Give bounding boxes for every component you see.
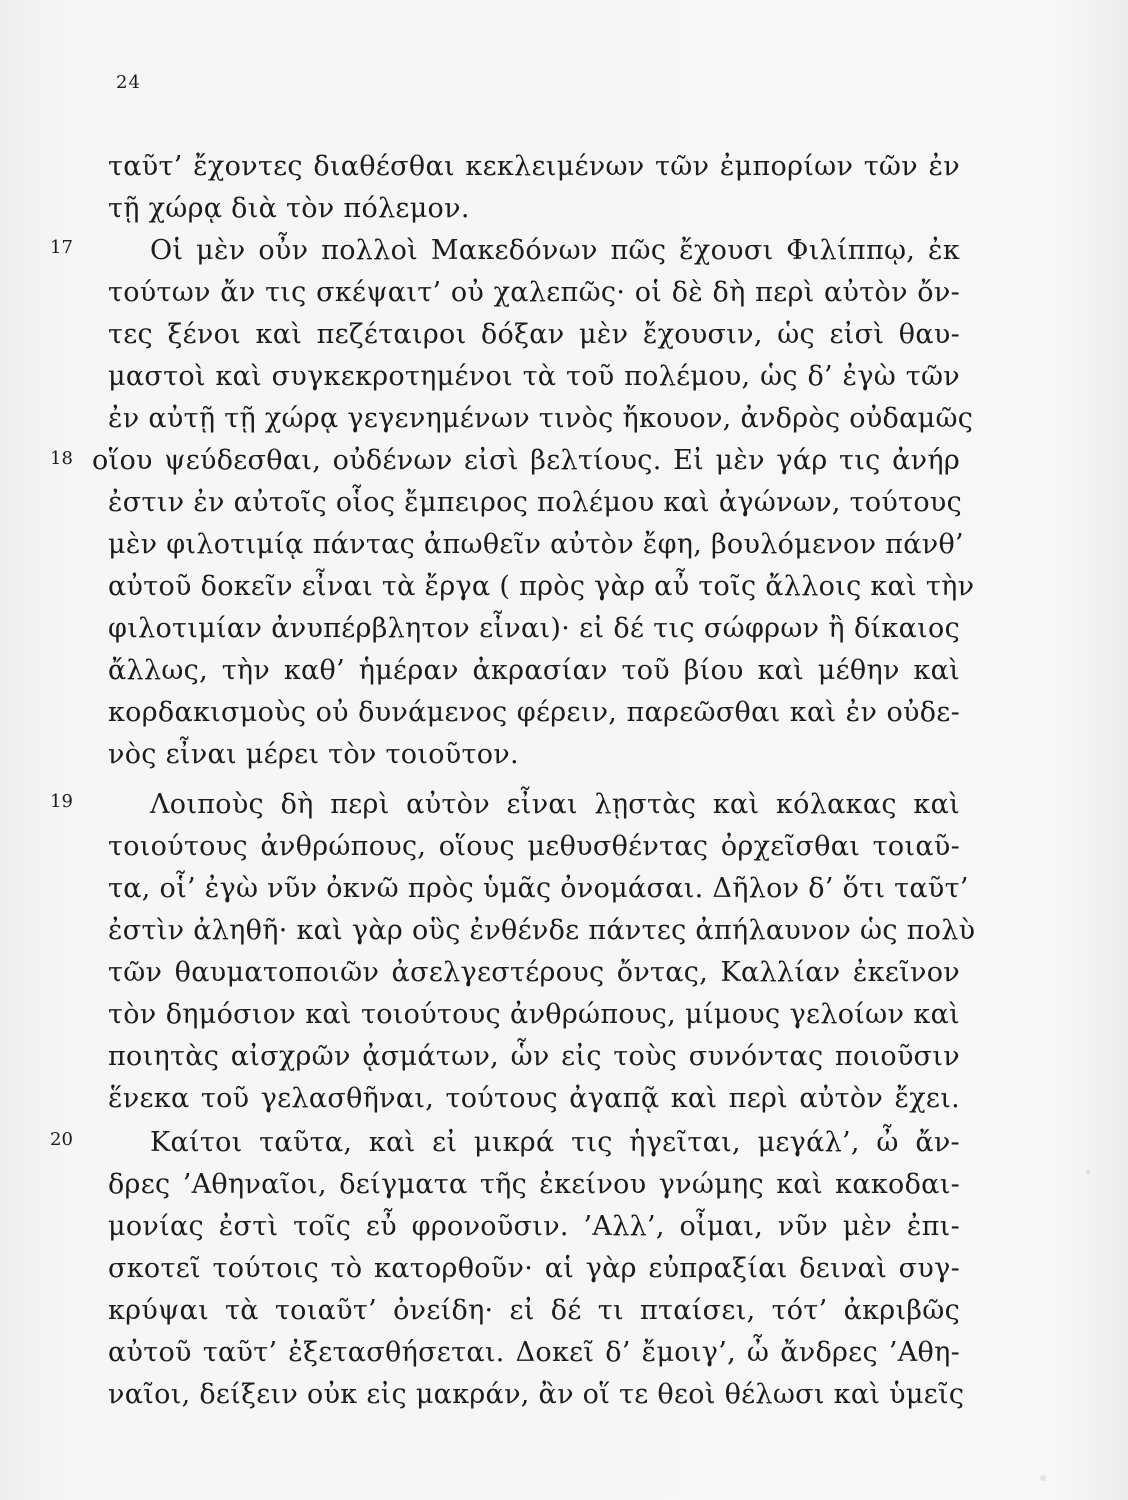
text-line: ἐστιν ἐν αὐτοῖς οἷος ἔμπειρος πολέμου καὶ ἀγώνων, τούτους <box>108 487 963 518</box>
text-line: τὸν δημόσιον καὶ τοιούτους ἀνθρώπους, μίμους γελοίων καὶ <box>108 999 960 1030</box>
text-line: οἵου ψεύδεσθαι, οὐδένων εἰσὶ βελτίους. Εἰ μὲν γάρ τις ἀνήρ <box>92 445 960 476</box>
text-line: μὲν φιλοτιμίᾳ πάντας ἀπωθεῖν αὐτὸν ἔφη, βουλόμενον πάνθ’ <box>108 529 964 560</box>
text-line: ναῖοι, δείξειν οὐκ εἰς μακράν, ἂν οἵ τε θεοὶ θέλωσι καὶ ὑμεῖς <box>108 1379 965 1410</box>
section-number: 20 <box>50 1129 73 1150</box>
text-line: ἐστὶν ἀληθῆ· καὶ γὰρ οὓς ἐνθένδε πάντες ἀπήλαυνον ὡς πολὺ <box>108 915 976 946</box>
text-line: μονίας ἐστὶ τοῖς εὖ φρονοῦσιν. ’Αλλ’, οἶμαι, νῦν μὲν ἐπι- <box>108 1211 960 1242</box>
text-line: δρες ’Αθηναῖοι, δείγματα τῆς ἐκείνου γνώμης καὶ κακοδαι- <box>108 1169 960 1200</box>
text-line: τῇ χώρᾳ διὰ τὸν πόλεμον. <box>108 193 470 224</box>
text-line: τα, οἷ’ ἐγὼ νῦν ὀκνῶ πρὸς ὑμᾶς ὀνομάσαι. Δῆλον δ’ ὅτι ταῦτ’ <box>108 873 969 904</box>
text-line: νὸς εἶναι μέρει τὸν τοιοῦτον. <box>108 739 519 770</box>
text-line: ποιητὰς αἰσχρῶν ᾀσμάτων, ὧν εἰς τοὺς συνόντας ποιοῦσιν <box>108 1041 960 1072</box>
text-line: ταῦτ’ ἔχοντες διαθέσθαι κεκλειμένων τῶν ἐμπορίων τῶν ἐν <box>108 151 960 182</box>
text-line: Καίτοι ταῦτα, καὶ εἰ μικρά τις ἡγεῖται, μεγάλ’, ὦ ἄν- <box>150 1127 960 1158</box>
text-line: κορδακισμοὺς οὐ δυνάμενος φέρειν, παρεῶσθαι καὶ ἐν οὐδε- <box>108 697 960 728</box>
text-line: ἐν αὐτῇ τῇ χώρᾳ γεγενημένων τινὸς ἤκουον, ἀνδρὸς οὐδαμῶς <box>108 403 974 434</box>
text-line: Λοιποὺς δὴ περὶ αὐτὸν εἶναι λῃστὰς καὶ κόλακας καὶ <box>150 789 960 820</box>
text-line: ἄλλως, τὴν καθ’ ἡμέραν ἀκρασίαν τοῦ βίου καὶ μέθην καὶ <box>108 655 960 686</box>
text-line: τοιούτους ἀνθρώπους, οἵους μεθυσθέντας ὀρχεῖσθαι τοιαῦ- <box>108 831 960 862</box>
text-line: σκοτεῖ τούτοις τὸ κατορθοῦν· αἱ γὰρ εὐπραξίαι δειναὶ συγ- <box>108 1253 960 1284</box>
text-line: αὐτοῦ ταῦτ’ ἐξετασθήσεται. Δοκεῖ δ’ ἔμοιγ’, ὦ ἄνδρες ’Αθη- <box>108 1337 960 1368</box>
text-line: φιλοτιμίαν ἀνυπέρβλητον εἶναι)· εἰ δέ τις σώφρων ἢ δίκαιος <box>108 613 960 644</box>
text-line: Οἱ μὲν οὖν πολλοὶ Μακεδόνων πῶς ἔχουσι Φιλίππῳ, ἐκ <box>150 235 960 266</box>
section-number: 17 <box>50 237 73 258</box>
text-line: τούτων ἄν τις σκέψαιτ’ οὐ χαλεπῶς· οἱ δὲ δὴ περὶ αὐτὸν ὄν- <box>108 277 960 308</box>
text-line: αὐτοῦ δοκεῖν εἶναι τὰ ἔργα ( πρὸς γὰρ αὖ τοῖς ἄλλοις καὶ τὴν <box>108 571 975 602</box>
text-line: τες ξένοι καὶ πεζέταιροι δόξαν μὲν ἔχουσιν, ὡς εἰσὶ θαυ- <box>108 319 960 350</box>
section-number: 18 <box>50 448 73 469</box>
text-line: τῶν θαυματοποιῶν ἀσελγεστέρους ὄντας, Καλλίαν ἐκεῖνον <box>108 957 960 988</box>
page-number: 24 <box>116 72 141 93</box>
text-line: ἕνεκα τοῦ γελασθῆναι, τούτους ἀγαπᾷ καὶ περὶ αὐτὸν ἔχει. <box>108 1083 960 1114</box>
text-line: κρύψαι τὰ τοιαῦτ’ ὀνείδη· εἰ δέ τι πταίσει, τότ’ ἀκριβῶς <box>108 1295 960 1326</box>
section-number: 19 <box>50 791 73 812</box>
text-line: μαστοὶ καὶ συγκεκροτημένοι τὰ τοῦ πολέμου, ὡς δ’ ἐγὼ τῶν <box>108 361 960 392</box>
